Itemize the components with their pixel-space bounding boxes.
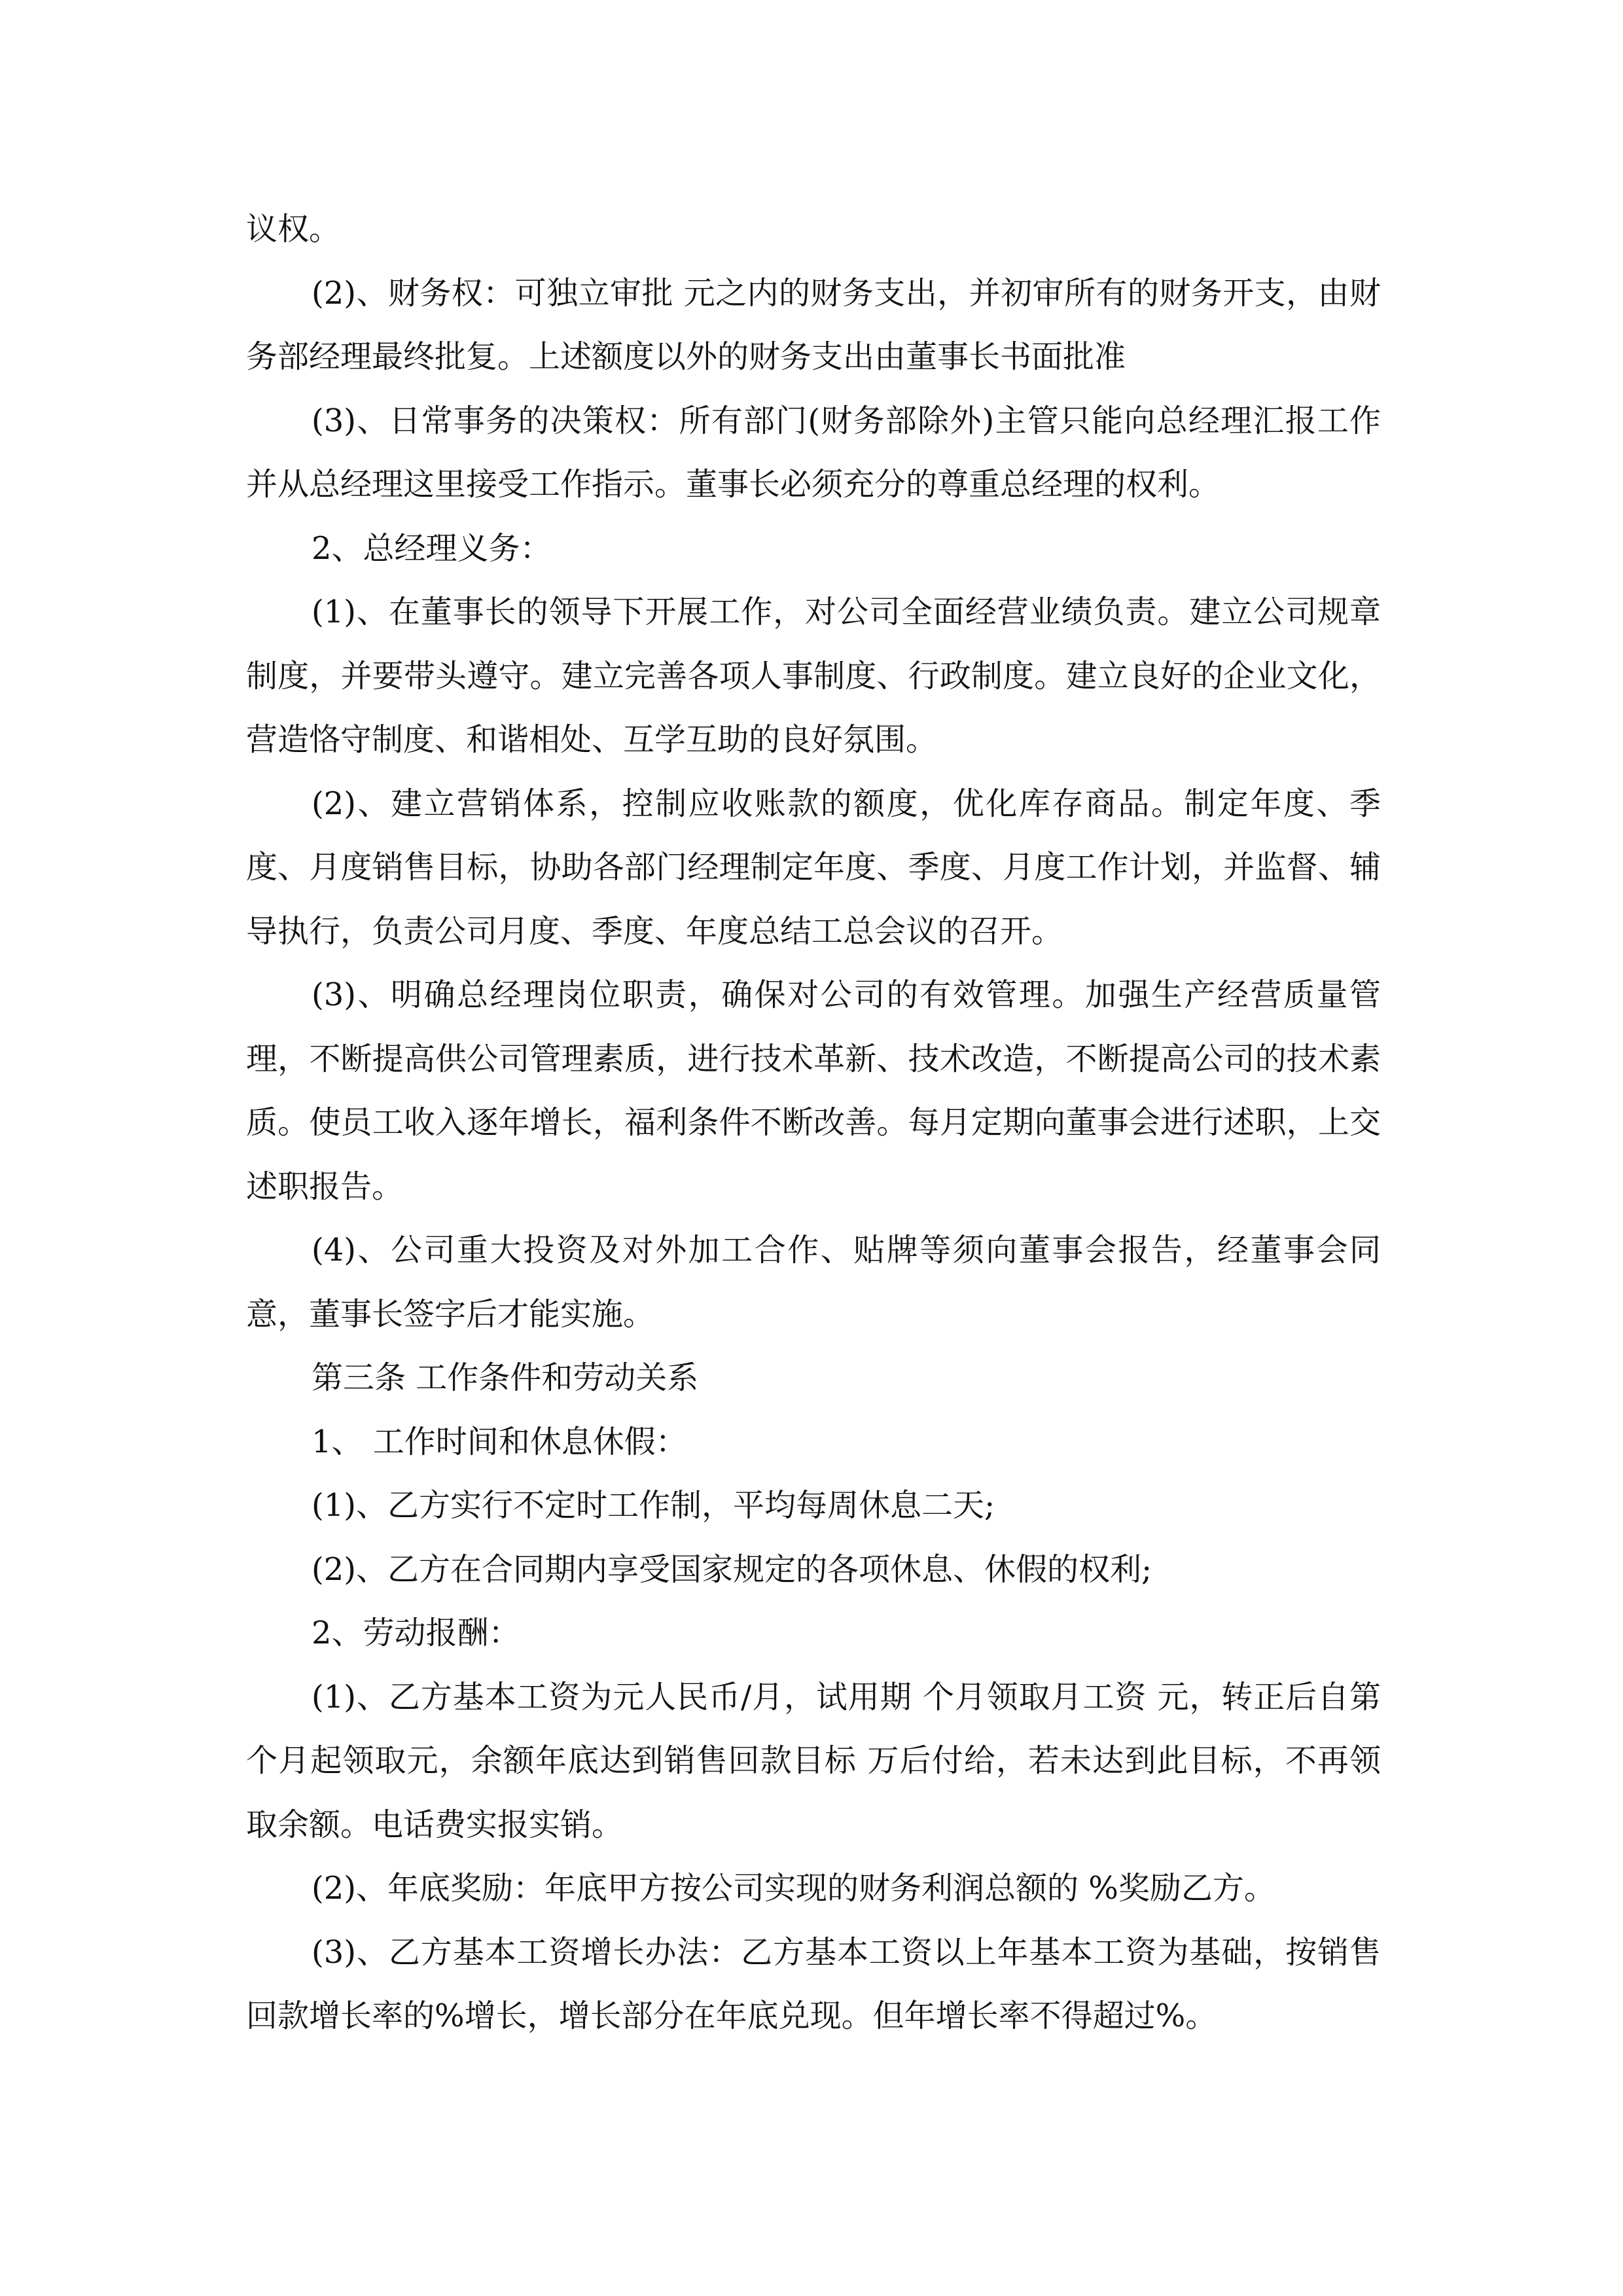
- paragraph-remuneration-2: (2)、年底奖励：年底甲方按公司实现的财务利润总额的 %奖励乙方。: [312, 1870, 1275, 1907]
- paragraph-hours-1: (1)、乙方实行不定时工作制，平均每周休息二天;: [312, 1487, 995, 1524]
- paragraph-obligation-4: (4)、公司重大投资及对外加工合作、贴牌等须向董事会报告，经董事会同意，董事长签字后才能实施。: [246, 1232, 1381, 1333]
- paragraph-continuation: 议权。: [246, 211, 341, 247]
- paragraph-financial-authority: (2)、财务权：可独立审批 元之内的财务支出，并初审所有的财务开支，由财务部经理最终批复。上述额度以外的财务支出由董事长书面批准: [246, 274, 1381, 375]
- paragraph-obligation-1: (1)、在董事长的领导下开展工作，对公司全面经营业绩负责。建立公司规章制度，并要带头遵守。建立完善各项人事制度、行政制度。建立良好的企业文化，营造恪守制度、和谐相处、互学互助的良好氛围。: [246, 594, 1381, 758]
- paragraph-remuneration-1: (1)、乙方基本工资为元人民币/月，试用期 个月领取月工资 元，转正后自第个月起领取元，余额年底达到销售回款目标 万后付给，若未达到此目标，不再领取余额。电话费实报实销。: [246, 1678, 1381, 1843]
- heading-remuneration: 2、劳动报酬：: [312, 1615, 520, 1651]
- heading-working-hours: 1、 工作时间和休息休假：: [312, 1423, 687, 1460]
- paragraph-remuneration-3: (3)、乙方基本工资增长办法：乙方基本工资以上年基本工资为基础，按销售回款增长率的%增长，增长部分在年底兑现。但年增长率不得超过%。: [246, 1933, 1381, 2034]
- heading-gm-obligations: 2、总经理义务：: [312, 529, 552, 567]
- paragraph-daily-decision-authority: (3)、日常事务的决策权：所有部门(财务部除外)主管只能向总经理汇报工作并从总经理这里接受工作指示。董事长必须充分的尊重总经理的权利。: [246, 402, 1381, 503]
- article-3-heading: 第三条 工作条件和劳动关系: [312, 1359, 699, 1396]
- paragraph-obligation-3: (3)、明确总经理岗位职责，确保对公司的有效管理。加强生产经营质量管理，不断提高供公司管理素质，进行技术革新、技术改造，不断提高公司的技术素质。使员工收入逐年增长，福利条件不断改善。每月定期向董事会进行述职，上交述职报告。: [246, 977, 1381, 1205]
- paragraph-hours-2: (2)、乙方在合同期内享受国家规定的各项休息、休假的权利;: [312, 1551, 1152, 1588]
- document-body: [246, 198, 1381, 2049]
- paragraph-obligation-2: (2)、建立营销体系，控制应收账款的额度，优化库存商品。制定年度、季度、月度销售目标，协助各部门经理制定年度、季度、月度工作计划，并监督、辅导执行，负责公司月度、季度、年度总结工总会议的召开。: [246, 785, 1381, 950]
